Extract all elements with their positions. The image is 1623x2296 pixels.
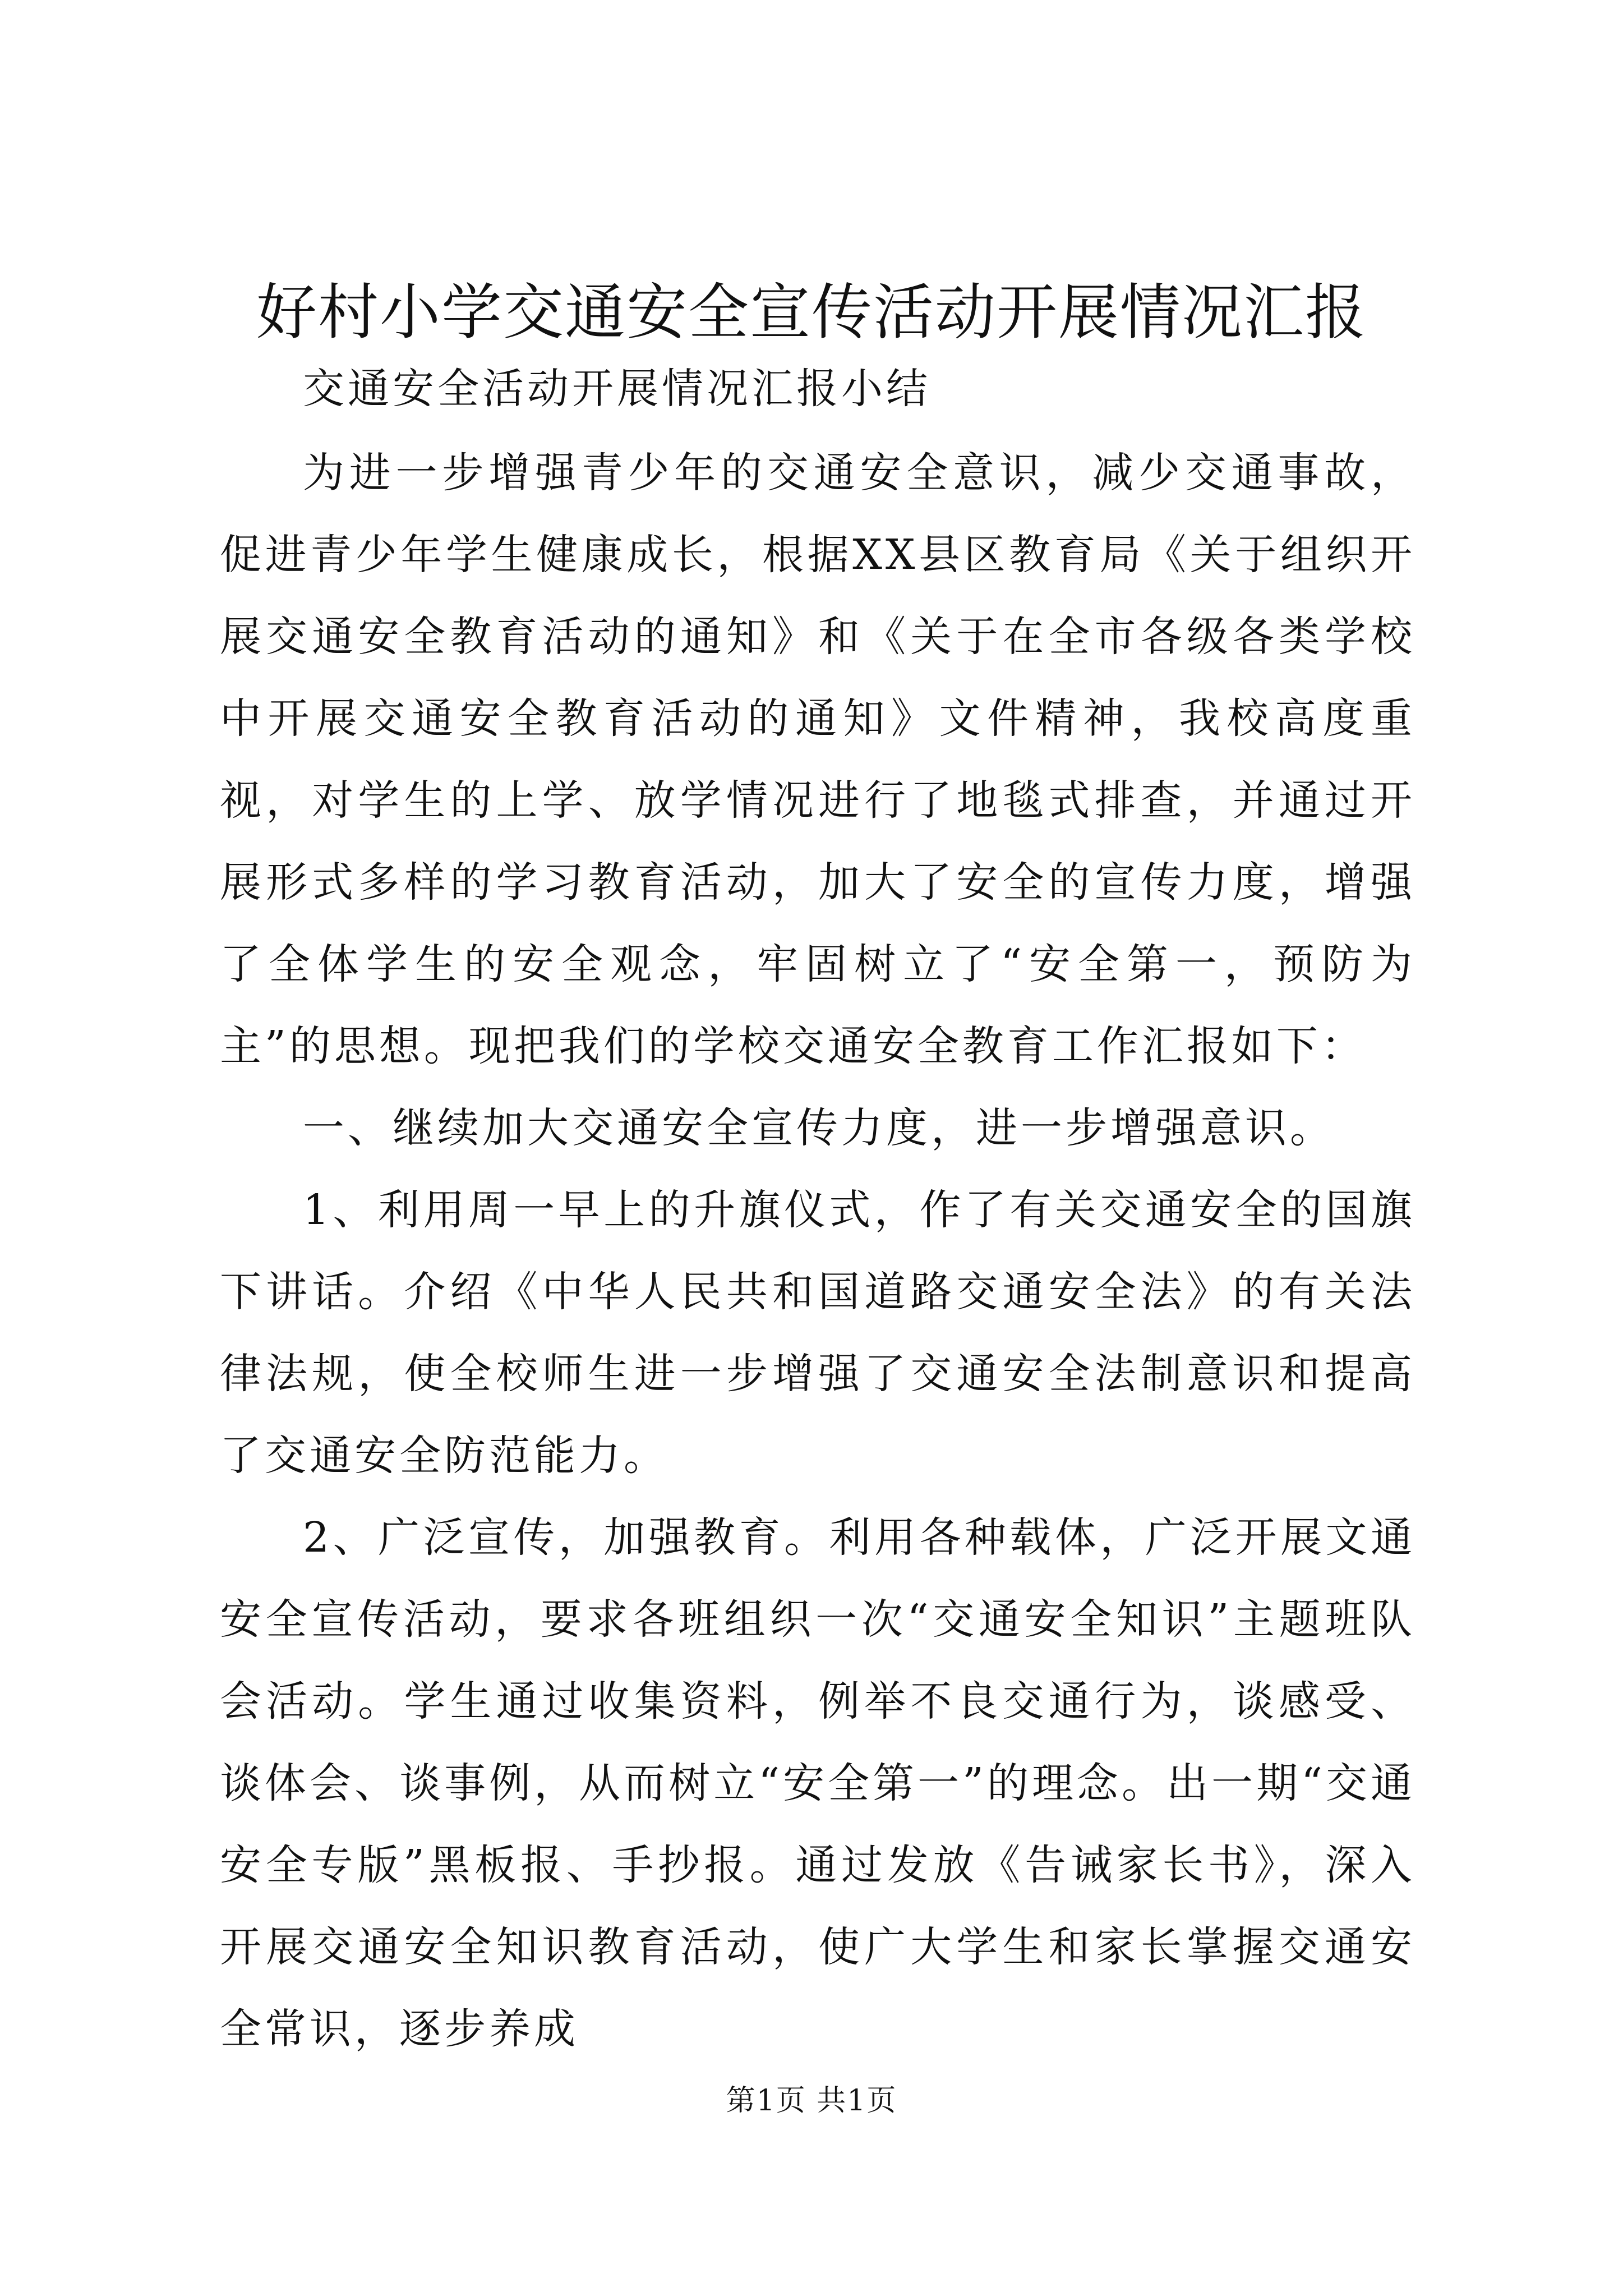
document-body <box>220 348 1415 2070</box>
paragraph-intro: 为进一步增强青少年的交通安全意识，减少交通事故，促进青少年学生健康成长，根据XX县区教育局《关于组织开展交通安全教育活动的通知》和《关于在全市各级各类学校中开展交通安全教育活动的通知》文件精神，我校高度重视，对学生的上学、放学情况进行了地毯式排查，并通过开展形式多样的学习教育活动，加大了安全的宣传力度，增强了全体学生的安全观念，牢固树立了“安全第一，预防为主”的思想。现把我们的学校交通安全教育工作汇报如下： <box>220 449 1415 1070</box>
paragraph-item-1: 1、利用周一早上的升旗仪式，作了有关交通安全的国旗下讲话。介绍《中华人民共和国道路交通安全法》的有关法律法规，使全校师生进一步增强了交通安全法制意识和提高了交通安全防范能力。 <box>220 1186 1415 1480</box>
document-title: 好村小学交通安全宣传活动开展情况汇报 <box>256 278 1367 348</box>
page-footer: 第1页 共1页 <box>726 2084 897 2118</box>
paragraph-section-heading: 一、继续加大交通安全宣传力度，进一步增强意识。 <box>303 1104 1335 1152</box>
paragraph-subtitle: 交通安全活动开展情况汇报小结 <box>303 365 931 413</box>
paragraph-item-2: 2、广泛宣传，加强教育。利用各种载体，广泛开展文通安全宣传活动，要求各班组织一次“交通安全知识”主题班队会活动。学生通过收集资料，例举不良交通行为，谈感受、谈体会、谈事例，从而树立“安全第一”的理念。出一期“交通安全专版”黑板报、手抄报。通过发放《告诫家长书》，深入开展交通安全知识教育活动，使广大学生和家长掌握交通安全常识，逐步养成 <box>220 1513 1415 2053</box>
